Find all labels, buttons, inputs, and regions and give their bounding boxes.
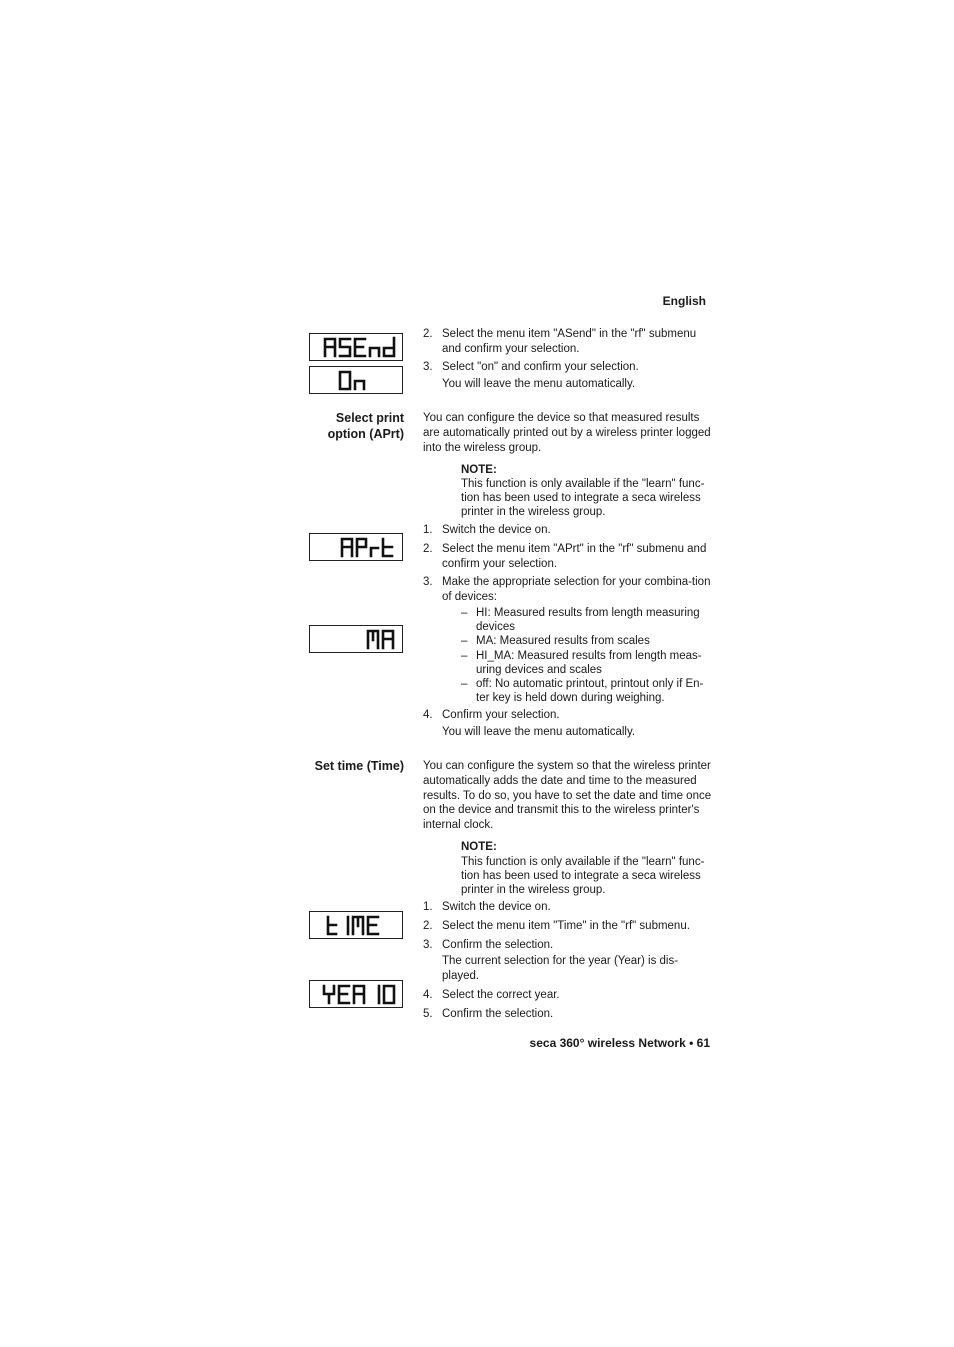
step-number: 4. — [423, 709, 433, 721]
lcd-time-icon — [310, 912, 402, 938]
section-intro-time: You can configure the system so that the wireless printer automatically adds the date and time to the measured results. To do so, you have to set the date and time once on the device and transmit this to the wireless printer's internal clock. — [423, 760, 712, 832]
option-text: MA: Measured results from scales — [476, 635, 650, 647]
step-number: 2. — [423, 328, 433, 340]
section-heading-aprt — [290, 410, 404, 442]
note-title: NOTE: — [461, 841, 497, 853]
step-number: 2. — [423, 920, 433, 932]
step-text: Select the menu item "Time" in the "rf" submenu. — [442, 920, 690, 932]
step-text: Confirm your selection. — [442, 709, 560, 721]
list-item — [423, 575, 713, 604]
step-result-text: You will leave the menu automatically. — [442, 378, 636, 390]
step-text: Select "on" and confirm your selection. — [442, 361, 639, 373]
step-number: 3. — [423, 361, 433, 373]
step-number: 2. — [423, 543, 433, 555]
list-item — [423, 327, 713, 356]
option-text: HI_MA: Measured results from length meas-uring devices and scales — [476, 650, 702, 676]
list-item — [423, 919, 713, 934]
section-heading-time: Set time (Time) — [314, 759, 404, 773]
step-text: Make the appropriate selection for your combina-tion of devices: — [442, 576, 711, 603]
step-number: 1. — [423, 524, 433, 536]
step-text: Switch the device on. — [442, 524, 551, 536]
option-item — [461, 634, 711, 648]
list-item — [423, 708, 713, 723]
dash-bullet: – — [461, 650, 468, 662]
step-result — [423, 725, 713, 740]
step-number: 3. — [423, 939, 433, 951]
lcd-ma-icon — [310, 626, 402, 652]
language-label: English — [662, 294, 706, 308]
lcd-display-asend — [309, 333, 403, 361]
lcd-display-time — [309, 911, 403, 939]
lcd-year-icon — [310, 981, 402, 1007]
option-item — [461, 649, 711, 677]
step-result-text: You will leave the menu automatically. — [442, 726, 636, 738]
list-item — [423, 542, 713, 571]
option-text: off: No automatic printout, printout only if En-ter key is held down during weighing. — [476, 678, 704, 704]
lcd-display-on — [309, 366, 403, 394]
lcd-on-icon — [310, 367, 402, 393]
list-item — [423, 360, 713, 375]
list-item — [423, 988, 713, 1003]
lcd-aprt-icon — [310, 534, 402, 560]
lcd-display-year — [309, 980, 403, 1008]
note-body: This function is only available if the "learn" func-tion has been used to integrate a seca wireless printer in the wireless group. — [461, 478, 705, 518]
step-detail — [423, 954, 713, 983]
option-item — [461, 606, 711, 634]
lcd-asend-icon — [310, 334, 402, 360]
list-item — [423, 1007, 713, 1022]
list-item — [423, 938, 713, 953]
step-number: 5. — [423, 1008, 433, 1020]
list-item — [423, 523, 713, 538]
option-item — [461, 677, 711, 705]
step-text: Select the menu item "ASend" in the "rf" submenu and confirm your selection. — [442, 328, 697, 355]
step-detail-text: The current selection for the year (Year) is dis-played. — [442, 955, 679, 982]
step-text: Select the correct year. — [442, 989, 560, 1001]
list-item — [423, 900, 713, 915]
page-footer: seca 360° wireless Network • 61 — [529, 1036, 710, 1050]
dash-bullet: – — [461, 678, 468, 690]
step-text: Select the menu item "APrt" in the "rf" submenu and confirm your selection. — [442, 543, 707, 570]
section-heading-line: Select print — [335, 411, 404, 425]
step-text: Switch the device on. — [442, 901, 551, 913]
step-text: Confirm the selection. — [442, 1008, 554, 1020]
option-text: HI: Measured results from length measuring devices — [476, 607, 700, 633]
lcd-display-aprt — [309, 533, 403, 561]
step-number: 4. — [423, 989, 433, 1001]
step-number: 1. — [423, 901, 433, 913]
dash-bullet: – — [461, 635, 468, 647]
section-intro-aprt: You can configure the device so that measured results are automatically printed out by a wireless printer logged into the wireless group. — [423, 412, 711, 454]
note-title: NOTE: — [461, 464, 497, 476]
lcd-display-ma — [309, 625, 403, 653]
dash-bullet: – — [461, 607, 468, 619]
step-text: Confirm the selection. — [442, 939, 554, 951]
note-body: This function is only available if the "learn" func-tion has been used to integrate a seca wireless printer in the wireless group. — [461, 856, 705, 896]
step-result — [423, 377, 713, 392]
section-heading-line: option (APrt) — [327, 427, 404, 441]
step-number: 3. — [423, 576, 433, 588]
